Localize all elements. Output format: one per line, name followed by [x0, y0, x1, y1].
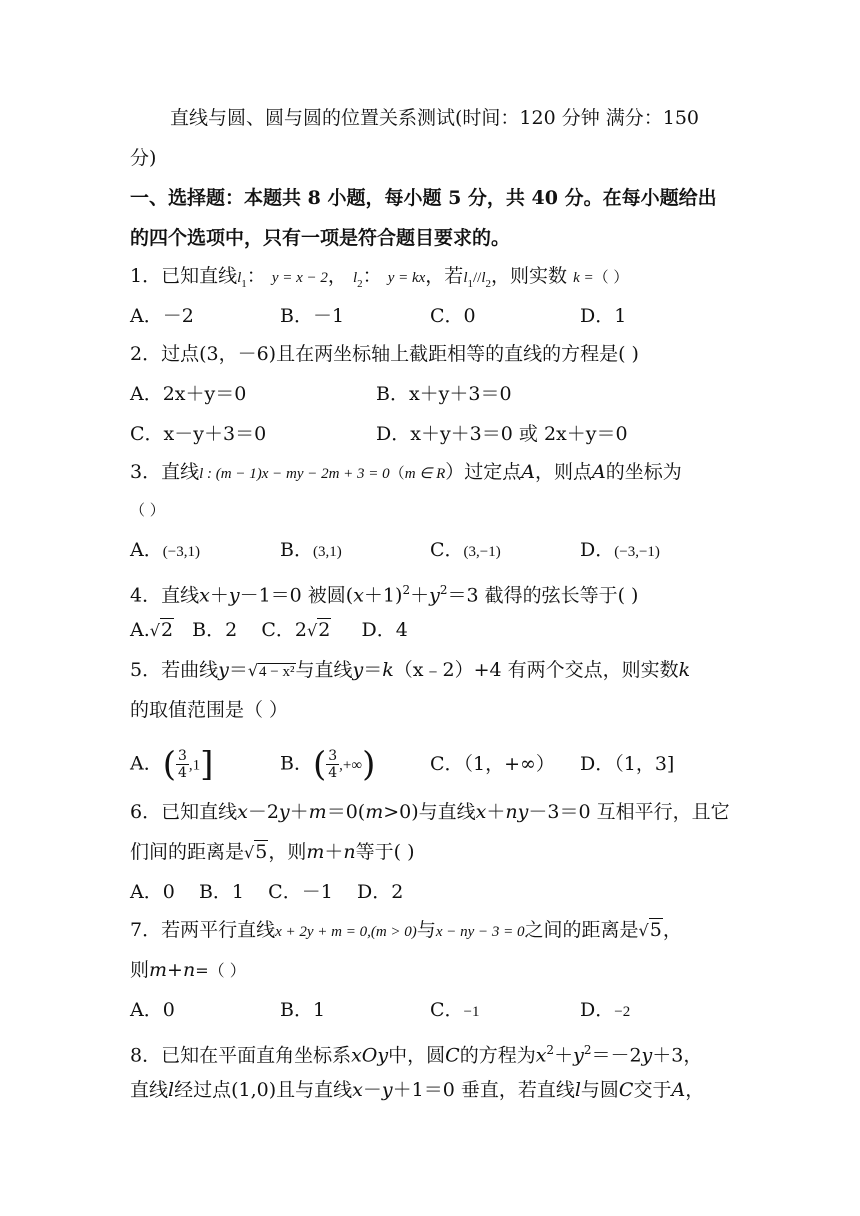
q1-sub: 1 — [241, 277, 247, 290]
q7-n: n — [182, 959, 196, 981]
q5-option-b: B．( $\frac{3}{4}$ ,+∞) — [280, 744, 376, 785]
q8-c: C — [445, 1044, 460, 1067]
q1-option-c: C．0 — [430, 305, 476, 327]
q8-t5: ＋3， — [652, 1044, 703, 1067]
q5-option-d: D．（1，3] — [580, 753, 675, 775]
q5-y: y — [218, 659, 229, 681]
q8-c2: C — [618, 1079, 634, 1101]
q3-b-value: (3,1) — [312, 544, 342, 560]
q8-y3: y — [381, 1079, 393, 1101]
q5-b-fraction: $\frac{3}{4}$ — [328, 748, 338, 781]
q1-k: k = — [573, 270, 594, 286]
q4-t4: ＝3 截得的弦长等于( ) — [447, 584, 639, 607]
q6-m2: m — [365, 801, 384, 823]
q7-option-c — [430, 998, 480, 1024]
q4-bc-labels: B．2 C．2 — [174, 619, 308, 641]
q5-option-c: C．（1，+∞） — [430, 753, 555, 775]
q8-t7: 经过点(1,0)且与直线 — [174, 1079, 353, 1101]
q8-plus: ＋ — [554, 1044, 574, 1067]
q3-paren-open: （ — [389, 464, 405, 482]
q3-text2: ）过定点 — [445, 461, 522, 483]
q5-eq: ＝ — [228, 659, 248, 681]
q4-sq1: 2 — [402, 583, 411, 597]
q4-y: y — [228, 584, 240, 607]
q1-eq2: y = kx — [387, 270, 426, 286]
q2-option-a: A．2x＋y＝0 — [130, 383, 247, 405]
q5-k: k — [382, 659, 394, 681]
title-line2: 分) — [130, 147, 157, 169]
q2-option-d: D．x＋y＋3＝0 或 2x＋y＝0 — [376, 423, 628, 445]
q3-a-label: A． — [130, 539, 163, 561]
q6-m3: m — [306, 841, 325, 863]
q1-comma: ， — [327, 265, 347, 287]
q7-stem-line2 — [130, 958, 246, 983]
q5-line2: 的取值范围是（ ） — [130, 699, 289, 721]
q3-c-label: C． — [430, 539, 464, 561]
q5-k2: k — [678, 659, 691, 681]
q4-options: A.√2 B．2 C．2√2 D．4 — [130, 619, 408, 641]
q3-stem — [130, 460, 682, 486]
q7-d-value: −2 — [614, 1004, 631, 1020]
q3-b-label: B． — [280, 539, 313, 561]
q3-option-c — [430, 538, 501, 564]
q8-l: l — [168, 1079, 175, 1101]
q7-comma: ， — [662, 919, 682, 941]
section-heading-line1: 一、选择题：本题共 8 小题，每小题 5 分，共 40 分。在每小题给出 — [130, 187, 717, 209]
q8-stem-line1 — [130, 1038, 702, 1067]
q1-l1b: l — [463, 270, 468, 286]
q5-t2: 与直线 — [295, 659, 353, 681]
q3-text4: 的坐标为 — [605, 461, 682, 483]
q6-ny: ny — [505, 801, 529, 823]
q7-option-a: A．0 — [130, 999, 175, 1021]
q8-l2: l — [574, 1079, 581, 1101]
q8-comma: ， — [685, 1079, 705, 1101]
q5-y2: y — [352, 659, 364, 681]
q6-t6: 们间的距离是 — [130, 841, 245, 863]
q6-sqrt: 5 — [255, 841, 268, 863]
q6-t8: 等于( ) — [355, 841, 415, 863]
q7-eq1: x + 2y + m = 0,(m > 0) — [275, 924, 417, 940]
q4-x: x — [199, 584, 210, 607]
q6-t7: ，则 — [268, 841, 307, 863]
q6-y: y — [278, 801, 290, 823]
q6-t2: －2 — [247, 801, 279, 823]
q5-t1: 5．若曲线 — [130, 659, 219, 681]
title-line1: 直线与圆、圆与圆的位置关系测试(时间：120 分钟 满分：150 — [170, 107, 700, 129]
q4-stem — [130, 578, 638, 607]
q7-c-label: C． — [430, 999, 464, 1021]
q3-equation: l : (m − 1)x − my − 2m + 3 = 0 — [199, 466, 390, 482]
q4-t1: 4．直线 — [130, 584, 200, 607]
q6-plus2: ＋ — [486, 801, 506, 823]
q3-text1: 3．直线 — [130, 461, 200, 483]
q5-a-fraction: $\frac{3}{4}$ — [178, 748, 187, 781]
q8-x: x — [535, 1044, 547, 1067]
q4-t3: ＋1) — [363, 584, 403, 607]
q6-x: x — [237, 801, 248, 823]
q2-option-c: C．x－y＋3＝0 — [130, 423, 267, 445]
q1-option-d: D．1 — [580, 305, 627, 327]
q4-d-label: D．4 — [331, 619, 408, 641]
q1-sub2: 2 — [357, 277, 363, 290]
q3-d-label: D． — [580, 539, 615, 561]
q8-minus: － — [362, 1079, 382, 1101]
q6-t4: >0)与直线 — [383, 801, 476, 823]
q1-sub3: 1 — [467, 277, 473, 290]
q8-x2: x — [352, 1079, 363, 1101]
q5-t3: （x﹣2）+4 有两个交点，则实数 — [393, 659, 679, 681]
q5-option-a: A．( $\frac{3}{4}$ ,1] — [130, 744, 214, 785]
q4-c-sqrt: 2 — [318, 619, 331, 641]
q3-blank: （ ） — [130, 501, 165, 519]
q1-parallel: // — [472, 270, 482, 286]
q4-x2: x — [353, 584, 364, 607]
q5-b-label: B． — [280, 752, 313, 775]
q1-l2: l — [352, 270, 358, 286]
q3-option-a — [130, 538, 200, 564]
q6-options: A．0 B．1 C．－1 D．2 — [130, 881, 404, 903]
q8-y: y — [573, 1044, 584, 1067]
q7-c-value: −1 — [463, 1004, 480, 1020]
q3-d-value: (−3,−1) — [614, 544, 660, 560]
q8-a: A — [671, 1079, 686, 1101]
q8-t6: 直线 — [130, 1079, 169, 1101]
q8-y2: y — [641, 1044, 653, 1067]
q5-stem: 5．若曲线y＝√4 − x²与直线y＝k（x﹣2）+4 有两个交点，则实数k — [130, 659, 691, 681]
q6-stem-line2: 们间的距离是√5，则m＋n等于( ) — [130, 841, 415, 863]
q6-t5: －3＝0 互相平行，且它 — [528, 801, 730, 823]
q1-l2b: l — [481, 270, 486, 286]
q4-plus2: ＋ — [410, 584, 430, 607]
q4-plus: ＋ — [209, 584, 229, 607]
q1-option-b: B．－1 — [280, 305, 345, 327]
q1-text: 1．已知直线 — [130, 265, 238, 287]
q3-option-b — [280, 538, 342, 564]
q8-t9: 与圆 — [580, 1079, 619, 1101]
q7-m: m — [149, 959, 168, 981]
q8-t2: 中，圆 — [388, 1044, 446, 1067]
q8-t10: 交于 — [633, 1079, 672, 1101]
q8-t4: ＝－2 — [591, 1044, 642, 1067]
q5-sqrt: 4 − x² — [259, 664, 295, 680]
q3-point-a2: A — [592, 461, 606, 483]
q1-colon2: ： — [362, 265, 382, 287]
q2-stem: 2．过点(3，－6)且在两坐标轴上截距相等的直线的方程是( ) — [130, 343, 639, 365]
q3-a-value: (−3,1) — [162, 544, 200, 560]
q7-blank: =（ ） — [195, 961, 246, 980]
q7-plus: + — [167, 959, 183, 981]
q6-t3: ＝0( — [326, 801, 366, 823]
q6-t1: 6．已知直线 — [130, 801, 238, 823]
q7-t1: 7．若两平行直线 — [130, 919, 276, 941]
q2-option-b: B．x＋y＋3＝0 — [376, 383, 512, 405]
q6-x2: x — [475, 801, 487, 823]
q3-c-value: (3,−1) — [463, 544, 501, 560]
q7-eq2: x − ny − 3 = 0 — [435, 924, 525, 940]
q1-sub4: 2 — [485, 277, 491, 290]
q7-option-d — [580, 998, 630, 1024]
q7-t2: 与 — [416, 919, 436, 941]
q7-sqrt: 5 — [649, 919, 662, 941]
q8-sq1: 2 — [546, 1043, 555, 1057]
section-heading-line2: 的四个选项中，只有一项是符合题目要求的。 — [130, 227, 511, 249]
q6-plus: ＋ — [289, 801, 309, 823]
q7-d-label: D． — [580, 999, 615, 1021]
q4-t2: －1＝0 被圆( — [239, 584, 354, 607]
q8-t3: 的方程为 — [459, 1044, 536, 1067]
q7-then: 则 — [130, 959, 150, 981]
q3-text3: ，则点 — [535, 461, 593, 483]
q4-a-label: A. — [130, 619, 150, 641]
q1-l: l — [237, 270, 242, 286]
q4-y2: y — [429, 584, 440, 607]
q4-sq2: 2 — [439, 583, 448, 597]
q5-a-tail: ,1 — [188, 757, 201, 774]
q3-option-d — [580, 538, 660, 564]
q7-stem-line1: 7．若两平行直线x + 2y + m = 0,(m > 0)与x − ny − 3 = 0之间的距离是√5， — [130, 919, 682, 941]
q3-point-a: A — [521, 461, 535, 483]
q1-option-a: A．－2 — [130, 305, 194, 327]
q1-eq1: y = x − 2 — [271, 270, 328, 286]
q6-plus3: ＋ — [324, 841, 344, 863]
q1-stem — [130, 264, 628, 296]
q8-t1: 8．已知在平面直角坐标系 — [130, 1044, 352, 1067]
q8-sq2: 2 — [583, 1043, 592, 1057]
q6-stem-line1 — [130, 800, 730, 824]
q8-t8: ＋1＝0 垂直，若直线 — [392, 1079, 575, 1101]
q1-blank: （ ） — [593, 268, 629, 286]
q6-m: m — [308, 801, 327, 823]
q5-eq2: ＝ — [363, 659, 383, 681]
q6-n: n — [343, 841, 356, 863]
q1-colon: ： — [246, 265, 266, 287]
q7-option-b: B．1 — [280, 999, 326, 1021]
q4-a-sqrt: 2 — [160, 619, 174, 641]
q3-m-in-r: m ∈ R — [404, 466, 446, 482]
q8-xoy: xOy — [351, 1044, 389, 1067]
q7-t3: 之间的距离是 — [524, 919, 639, 941]
q5-b-tail: ,+∞ — [339, 757, 363, 774]
q5-a-label: A． — [130, 752, 163, 775]
q8-stem-line2 — [130, 1078, 704, 1102]
q1-if: ，若 — [425, 265, 464, 287]
q1-then: ，则实数 — [491, 265, 568, 287]
